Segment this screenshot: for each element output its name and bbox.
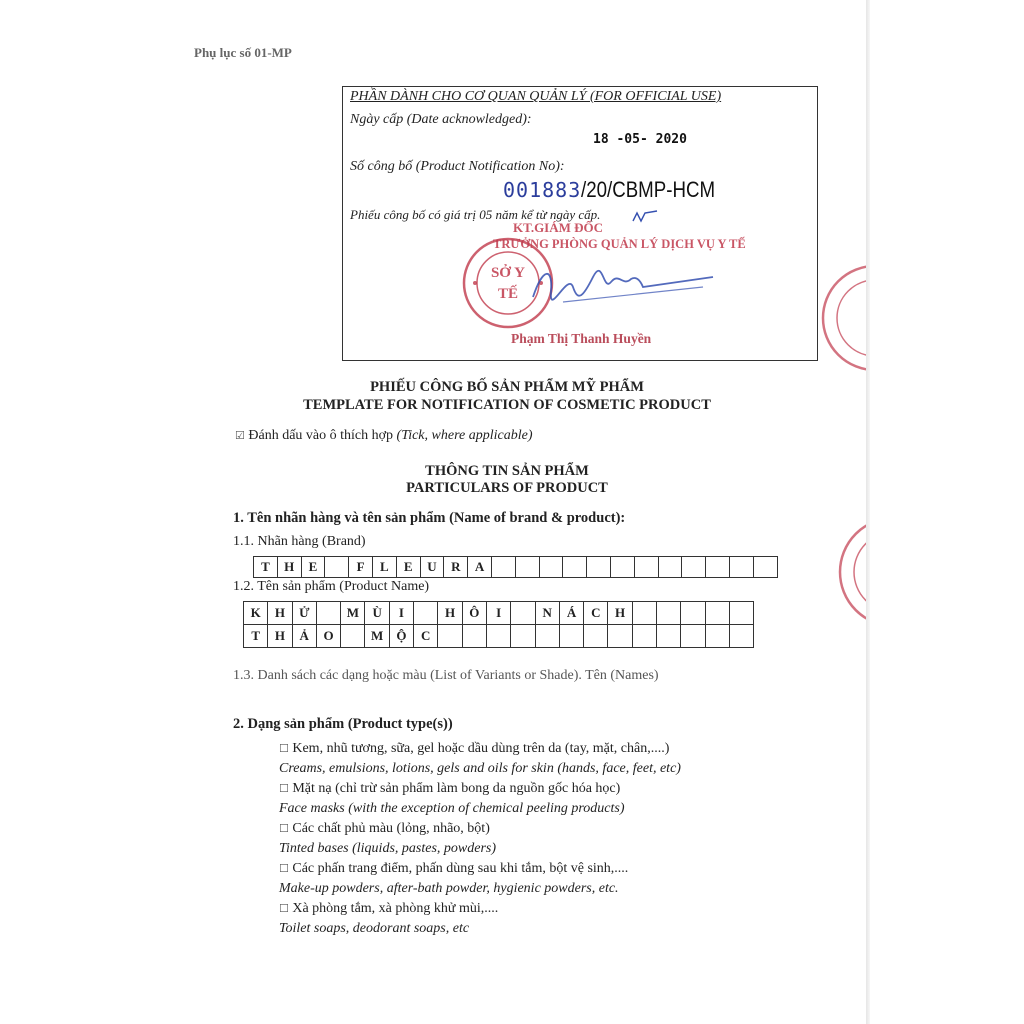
character-cell: M: [341, 602, 365, 625]
date-acknowledged-value: 18 -05- 2020: [593, 132, 687, 147]
character-cell: E: [397, 557, 421, 578]
character-cell: [681, 625, 705, 648]
character-cell: F: [349, 557, 373, 578]
character-cell: [657, 625, 681, 648]
character-cell: Ử: [293, 602, 317, 625]
character-cell: T: [254, 557, 278, 578]
checkbox-icon[interactable]: ☐: [279, 782, 293, 795]
character-cell: [635, 557, 659, 578]
character-cell: [633, 625, 657, 648]
checkbox-icon[interactable]: ☐: [279, 862, 293, 875]
product-type-option[interactable]: [279, 741, 669, 757]
character-cell: M: [365, 625, 389, 648]
product-type-label-en: Make-up powders, after-bath powder, hygienic powders, etc.: [279, 881, 619, 896]
character-cell: [754, 557, 778, 578]
signature-icon: [523, 257, 723, 317]
character-cell: C: [414, 625, 438, 648]
product-name-cell-grid: [243, 601, 754, 648]
character-cell: [682, 557, 706, 578]
product-type-label-vi: Các phấn trang điểm, phấn dùng sau khi tắm, bột vệ sinh,....: [292, 861, 629, 876]
character-cell: H: [268, 602, 292, 625]
character-cell: [563, 557, 587, 578]
character-cell: [587, 557, 611, 578]
character-cell: [414, 602, 438, 625]
character-cell: U: [421, 557, 445, 578]
tick-instruction-en: (Tick, where applicable): [396, 428, 533, 443]
character-cell: Ả: [293, 625, 317, 648]
form-title-vi: PHIẾU CÔNG BỐ SẢN PHẨM MỸ PHẨM: [370, 379, 644, 395]
variants-label: 1.3. Danh sách các dạng hoặc màu (List of Variants or Shade). Tên (Names): [233, 668, 659, 683]
notification-no-label: Số công bố (Product Notification No):: [350, 159, 565, 174]
product-type-label-en: Toilet soaps, deodorant soaps, etc: [279, 921, 470, 936]
character-cell: [584, 625, 608, 648]
character-cell: [730, 602, 754, 625]
character-cell: Ộ: [390, 625, 414, 648]
character-cell: [560, 625, 584, 648]
appendix-label: Phụ lục số 01-MP: [194, 45, 292, 60]
form-title-en: TEMPLATE FOR NOTIFICATION OF COSMETIC PRODUCT: [303, 397, 711, 413]
date-acknowledged-label: Ngày cấp (Date acknowledged):: [350, 112, 532, 127]
character-cell: H: [278, 557, 302, 578]
official-use-box: [342, 86, 818, 361]
seal-text: SỞ Y TẾ: [490, 265, 526, 302]
product-type-label-en: Face masks (with the exception of chemical peeling products): [279, 801, 625, 816]
product-type-option[interactable]: [279, 861, 628, 877]
character-cell: [492, 557, 516, 578]
partial-seal-icon: [834, 515, 866, 630]
section-2-title: 2. Dạng sản phẩm (Product type(s)): [233, 716, 453, 732]
character-cell: [633, 602, 657, 625]
brand-label: 1.1. Nhãn hàng (Brand): [233, 534, 366, 549]
character-cell: [463, 625, 487, 648]
character-cell: [438, 625, 462, 648]
product-type-label-vi: Xà phòng tắm, xà phòng khử mùi,....: [292, 901, 499, 916]
character-cell: O: [317, 625, 341, 648]
tick-instruction: [235, 428, 532, 444]
character-cell: [511, 602, 535, 625]
character-cell: Ù: [365, 602, 389, 625]
character-cell: L: [373, 557, 397, 578]
character-cell: A: [468, 557, 492, 578]
product-type-option[interactable]: [279, 821, 490, 837]
character-cell: [706, 602, 730, 625]
checked-box-icon: ☑: [235, 429, 245, 442]
character-cell: T: [244, 625, 268, 648]
character-cell: C: [584, 602, 608, 625]
character-cell: [325, 557, 349, 578]
product-type-label-vi: Các chất phủ màu (lỏng, nhão, bột): [292, 821, 490, 836]
particulars-title-en: PARTICULARS OF PRODUCT: [406, 480, 608, 496]
notification-stamp-number: 001883: [503, 178, 582, 202]
character-cell: I: [390, 602, 414, 625]
character-cell: [706, 625, 730, 648]
on-behalf-title: KT.GIÁM ĐỐC: [513, 220, 604, 235]
character-cell: Ô: [463, 602, 487, 625]
page-edge: [866, 0, 870, 1024]
character-cell: [681, 602, 705, 625]
character-cell: [487, 625, 511, 648]
character-cell: K: [244, 602, 268, 625]
product-type-label-vi: Mặt nạ (chỉ trừ sản phẩm làm bong da nguồn gốc hóa học): [292, 781, 621, 796]
character-cell: H: [608, 602, 632, 625]
character-cell: [540, 557, 564, 578]
character-cell: N: [536, 602, 560, 625]
department-title: TRƯỞNG PHÒNG QUẢN LÝ DỊCH VỤ Y TẾ: [493, 237, 746, 251]
character-cell: [536, 625, 560, 648]
validity-text: Phiếu công bố có giá trị 05 năm kể từ ngày cấp.: [350, 207, 601, 222]
product-type-label-vi: Kem, nhũ tương, sữa, gel hoặc dầu dùng trên da (tay, mặt, chân,....): [292, 741, 670, 756]
character-cell: E: [302, 557, 326, 578]
character-cell: [730, 625, 754, 648]
signer-name: Phạm Thị Thanh Huyền: [511, 331, 652, 346]
character-cell: [608, 625, 632, 648]
checkbox-icon[interactable]: ☐: [279, 902, 293, 915]
character-cell: [611, 557, 635, 578]
character-cell: R: [444, 557, 468, 578]
official-box-title: PHẦN DÀNH CHO CƠ QUAN QUẢN LÝ (FOR OFFICIAL USE): [350, 89, 722, 104]
notification-suffix: /20/CBMP-HCM: [581, 177, 716, 202]
character-cell: [730, 557, 754, 578]
product-type-option[interactable]: [279, 781, 620, 797]
product-name-label: 1.2. Tên sản phẩm (Product Name): [233, 579, 430, 594]
character-cell: H: [268, 625, 292, 648]
character-cell: [706, 557, 730, 578]
product-type-label-en: Tinted bases (liquids, pastes, powders): [279, 841, 497, 856]
character-cell: [341, 625, 365, 648]
notification-no-value: [503, 177, 739, 203]
particulars-title-vi: THÔNG TIN SẢN PHẨM: [425, 463, 589, 479]
character-cell: [511, 625, 535, 648]
product-type-option[interactable]: [279, 901, 498, 917]
section-1-title: 1. Tên nhãn hàng và tên sản phẩm (Name of brand & product):: [233, 510, 626, 526]
character-cell: I: [487, 602, 511, 625]
checkbox-icon[interactable]: ☐: [279, 822, 293, 835]
character-cell: [659, 557, 683, 578]
checkbox-icon[interactable]: ☐: [279, 742, 293, 755]
character-cell: [516, 557, 540, 578]
tick-instruction-vi: Đánh dấu vào ô thích hợp: [248, 428, 394, 443]
character-cell: Á: [560, 602, 584, 625]
product-type-label-en: Creams, emulsions, lotions, gels and oils for skin (hands, face, feet, etc): [279, 761, 681, 776]
character-cell: H: [438, 602, 462, 625]
brand-cell-grid: [253, 556, 778, 578]
character-cell: [657, 602, 681, 625]
initial-mark-icon: [631, 209, 661, 225]
character-cell: [317, 602, 341, 625]
partial-seal-icon: [820, 258, 866, 378]
